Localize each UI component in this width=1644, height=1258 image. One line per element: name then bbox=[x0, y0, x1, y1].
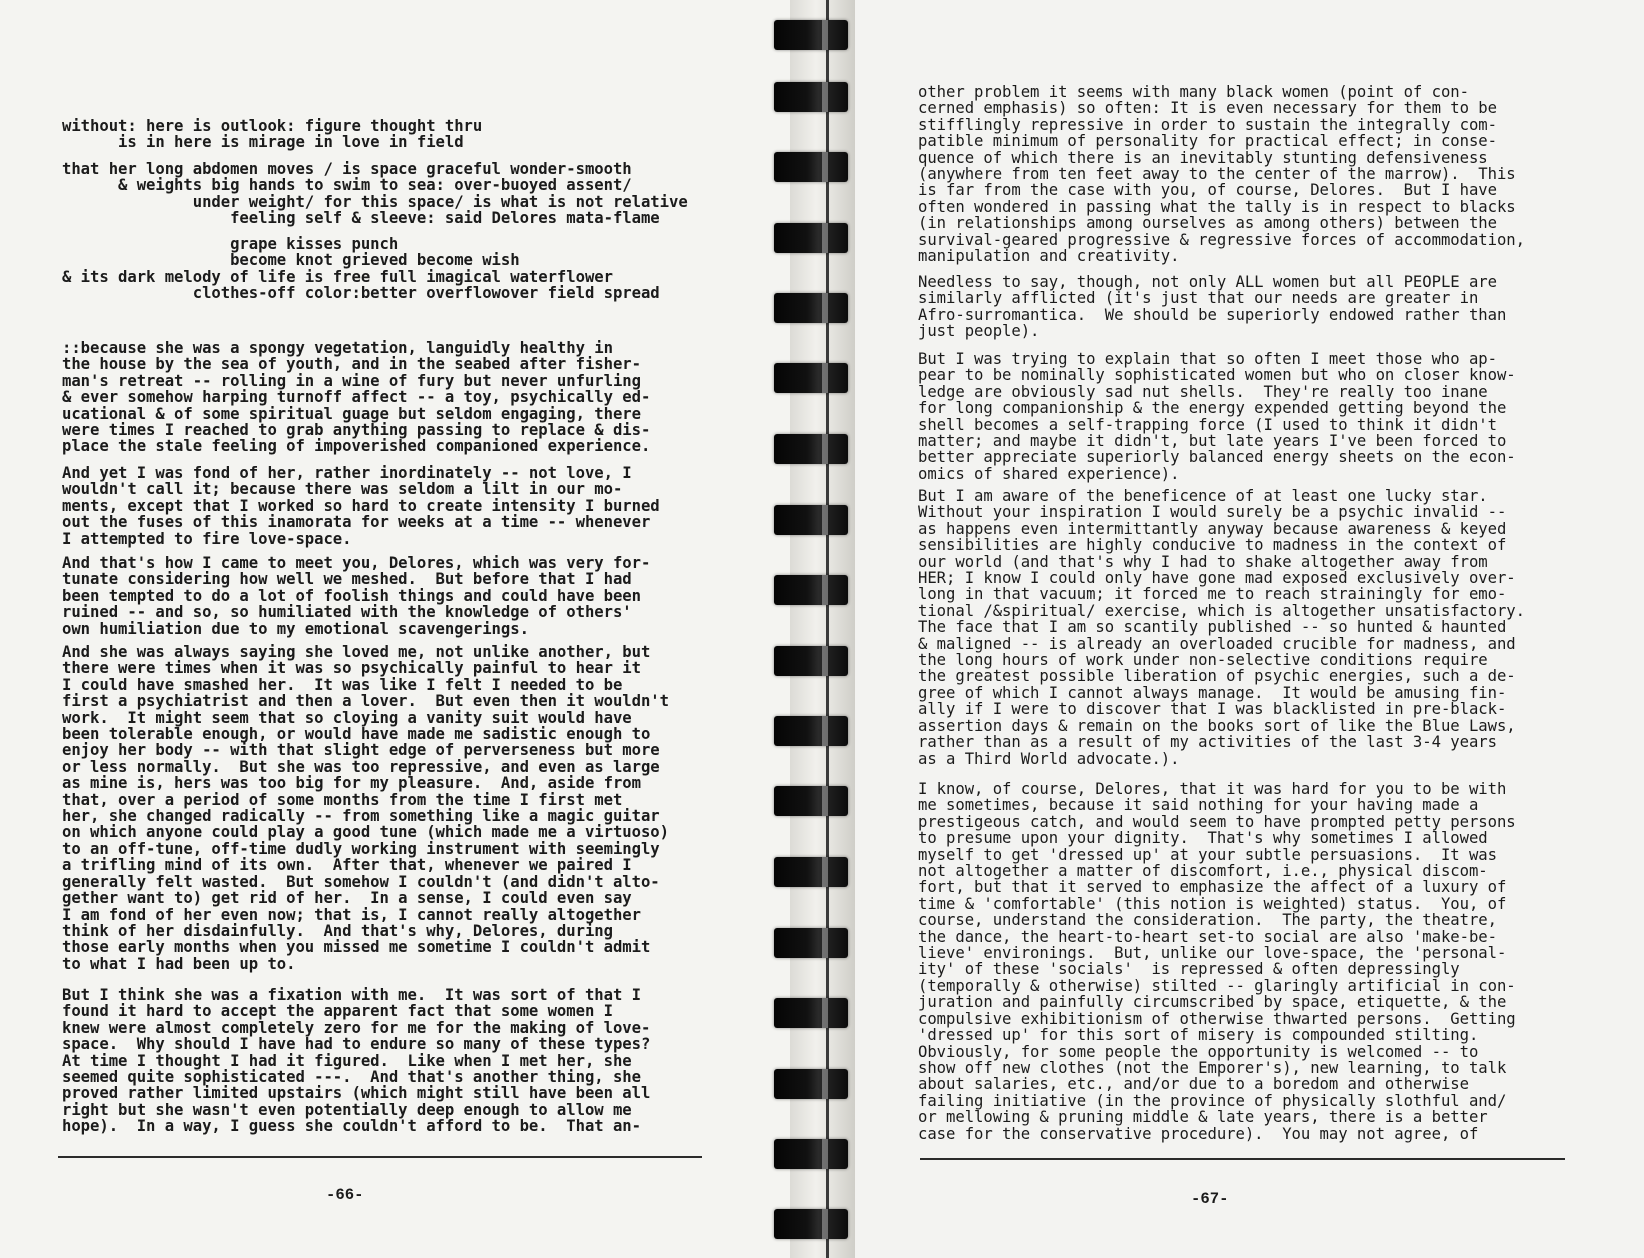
binding-coil bbox=[774, 1209, 848, 1239]
binding-coil bbox=[774, 1139, 848, 1169]
binding-coil bbox=[774, 928, 848, 958]
right-paragraph-1: other problem it seems with many black women (point of con- cerned emphasis) so often: It is even necessary for them to be stifflingly repressive in order to sustain the integrally com- patible minimum of personality for practical effect; in conse- quence of which there is an inevitably stunting defensiveness (anywhere from ten feet away to the center of the marrow). This is far from the case with you, of course, Delores. But I have often wondered in passing what the tally is in respect to blacks (in relationships among ourselves as among others) between the survival-geared progressive & regressive forces of accommodation, manipulation and creativity. bbox=[918, 83, 1525, 266]
binding-coil bbox=[774, 505, 848, 535]
binding-coil bbox=[774, 363, 848, 393]
right-page-number: -67- bbox=[1191, 1190, 1229, 1208]
binding-coil bbox=[774, 575, 848, 605]
poem-stanza-3: grape kisses punch become knot grieved become wish & its dark melody of life is free full imagical waterflower clothes-off color:better overflowover field spread bbox=[62, 235, 660, 303]
binding-coil bbox=[774, 152, 848, 182]
binding-coil bbox=[774, 646, 848, 676]
right-paragraph-2: Needless to say, though, not only ALL women but all PEOPLE are similarly afflicted (it's just that our needs are greater in Afro-surromantica. We should be superiorly endowed rather than just people). bbox=[918, 273, 1507, 341]
right-paragraph-3: But I was trying to explain that so often I meet those who ap- pear to be nominally sophisticated women but who on closer know- ledge are obviously sad nut shells. They're really too inane for long companionship & the energy expended getting beyond the shell becomes a self-trapping force (I used to think it didn't matter; and maybe it didn't, but late years I've been forced to better appreciate superiorly balanced energy sheets on the econ- omics of shared experience). bbox=[918, 350, 1516, 483]
left-paragraph-1: ::because she was a spongy vegetation, languidly healthy in the house by the sea of youth, and in the seabed after fisher- man's retreat -- rolling in a wine of fury but never unfurling & ever somehow harping turnoff affect -- a toy, psychically ed- ucational & of some spiritual guage but seldom engaging, there were times I reached to grab anything passing to replace & dis- place the stale feeling of impoverished companioned experience. bbox=[62, 339, 651, 456]
binding-coil bbox=[774, 786, 848, 816]
left-paragraph-3: And that's how I came to meet you, Delores, which was very for- tunate considering how well we meshed. But before that I had been tempted to do a lot of foolish things and could have been ruined -- and so, so humiliated with the knowledge of others' own humiliation due to my emotional scavengerings. bbox=[62, 554, 651, 638]
binding-coil bbox=[774, 716, 848, 746]
binding-coil bbox=[774, 82, 848, 112]
binding-coil bbox=[774, 20, 848, 50]
left-paragraph-5: But I think she was a fixation with me. It was sort of that I found it hard to accept the apparent fact that some women I knew were almost completely zero for me for the making of love- space. Why should I have had to endure so many of these types? At time I thought I had it figured. Like when I met her, she seemed quite sophisticated ---. And that's another thing, she proved rather limited upstairs (which might still have been all right but she wasn't even potentially deep enough to allow me hope). In a way, I guess she couldn't afford to be. That an- bbox=[62, 986, 651, 1136]
binding-coil bbox=[774, 223, 848, 253]
poem-stanza-2: that her long abdomen moves / is space graceful wonder-smooth & weights big hands to swim to sea: over-buoyed assent/ under weight/ for this space/ is what is not relative feeling self & sleeve: said Delores mata-flame bbox=[62, 160, 688, 228]
right-paragraph-5: I know, of course, Delores, that it was hard for you to be with me sometimes, because it said nothing for your having made a prestigeous catch, and would seem to have prompted petty persons to presume upon your dignity. That's why sometimes I allowed myself to get 'dressed up' at your subtle persuasions. It was not altogether a matter of discomfort, i.e., physical discom- fort, but that it served to emphasize the affect of a luxury of time & 'comfortable' (this notion is weighted) status. You, of course, understand the consideration. The party, the theatre, the dance, the heart-to-heart set-to social are also 'make-be- lieve' environings. But, unlike our love-space, the 'personal- ity' of these 'socials' is repressed & often depressingly (temporally & otherwise) stilted -- glaringly artificial in con- juration and painfully circumscribed by space, etiquette, & the compulsive exhibitionism of otherwise thwarted persons. Getting 'dressed up' for this sort of misery is compounded stilting. Obviously, for some people the opportunity is welcomed -- to show off new clothes (not the Emporer's), new learning, to talk about salaries, etc., and/or due to a boredom and otherwise failing initiative (in the province of physically slothful and/ or mellowing & pruning middle & late years, there is a better case for the conservative procedure). You may not agree, of bbox=[918, 780, 1516, 1143]
binding-coil bbox=[774, 434, 848, 464]
right-paragraph-4: But I am aware of the beneficence of at least one lucky star. Without your inspiration I would surely be a psychic invalid -- as happens even intermittantly anyway because awareness & keyed sensibilities are highly conducive to madness in the context of our world (and that's why I had to shake altogether away from HER; I know I could only have gone mad exposed exclusively over- long in that vacuum; it forced me to reach strainingly for emo- tional /&spiritual/ exercise, which is altogether unsatisfactory. The face that I am so scantily published -- so hunted & haunted & maligned -- is already an overloaded crucible for madness, and the long hours of work under non-selective conditions require the greatest possible liberation of psychic energies, such a de- gree of which I cannot always manage. It would be amusing fin- ally if I were to discover that I was blacklisted in pre-black- assertion days & remain on the books sort of like the Blue Laws, rather than as a result of my activities of the last 3-4 years as a Third World advocate.). bbox=[918, 487, 1525, 768]
binding-coil bbox=[774, 998, 848, 1028]
left-footer-rule bbox=[58, 1156, 702, 1158]
binding-coil bbox=[774, 857, 848, 887]
binding-coil bbox=[774, 1069, 848, 1099]
right-page bbox=[855, 0, 1644, 1258]
right-footer-rule bbox=[920, 1158, 1565, 1160]
left-page-number: -66- bbox=[326, 1186, 364, 1204]
left-paragraph-2: And yet I was fond of her, rather inordinately -- not love, I wouldn't call it; because there was seldom a lilt in our mo- ments, except that I worked so hard to create intensity I burned out the fuses of this inamorata for weeks at a time -- whenever I attempted to fire love-space. bbox=[62, 464, 660, 548]
left-page bbox=[0, 0, 790, 1258]
left-paragraph-4: And she was always saying she loved me, not unlike another, but there were times when it was so psychically painful to hear it I could have smashed her. It was like I felt I needed to be first a psychiatrist and then a lover. But even then it wouldn't work. It might seem that so cloying a vanity suit would have been tolerable enough, or would have made me sadistic enough to enjoy her body -- with that slight edge of perverseness but more or less normally. But she was too repressive, and even as large as mine is, hers was too big for my pleasure. And, aside from that, over a period of some months from the time I first met her, she changed radically -- from something like a magic guitar on which anyone could play a good tune (which made me a virtuoso) to an off-tune, off-time dudly working instrument with seemingly a trifling mind of its own. After that, whenever we paired I generally felt wasted. But somehow I couldn't (and didn't alto- gether want to) get rid of her. In a sense, I could even say I am fond of her even now; that is, I cannot really altogether think of her disdainfully. And that's why, Delores, during those early months when you missed me sometime I couldn't admit to what I had been up to. bbox=[62, 643, 669, 973]
poem-stanza-1: without: here is outlook: figure thought thru is in here is mirage in love in field bbox=[62, 117, 483, 152]
binding-coil bbox=[774, 293, 848, 323]
